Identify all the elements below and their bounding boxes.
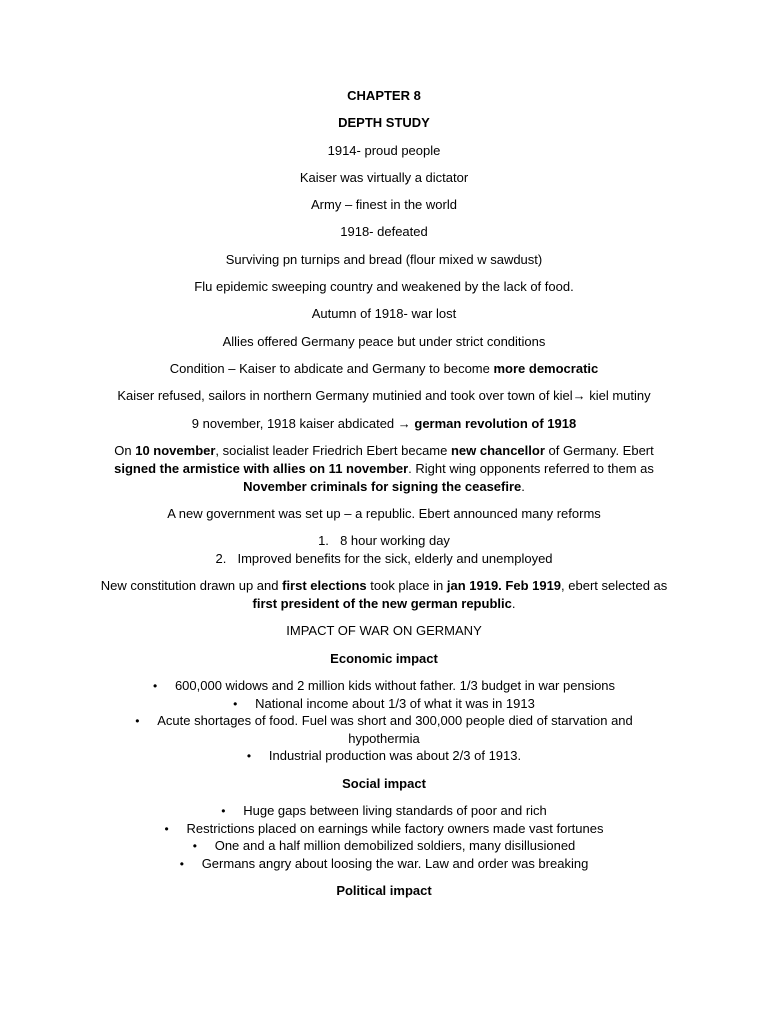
list-item-text: 600,000 widows and 2 million kids without father. 1/3 budget in war pensions <box>174 678 616 693</box>
constitution-text: New constitution drawn up and <box>100 578 283 593</box>
bullet-icon: • <box>192 839 197 853</box>
list-item <box>96 695 672 714</box>
bullet-icon: • <box>246 749 252 763</box>
text-line: Flu epidemic sweeping country and weakened by the lack of food. <box>194 279 574 294</box>
list-item-text: One and a half million demobilized soldiers, many disillusioned <box>214 838 576 853</box>
list-item-text: National income about 1/3 of what it was in 1913 <box>255 696 535 711</box>
economic-heading: Economic impact <box>330 651 438 666</box>
ebert-bold: November criminals for signing the ceasefire <box>243 479 522 494</box>
text-line: 1918- defeated <box>340 224 428 239</box>
constitution-text: , ebert selected as <box>561 578 668 593</box>
list-item <box>96 820 672 839</box>
list-item-text: Germans angry about loosing the war. Law and order was breaking <box>201 856 589 871</box>
constitution-bold: first president of the new german republic <box>252 596 512 611</box>
list-item-text: Restrictions placed on earnings while factory owners made vast fortunes <box>186 821 604 836</box>
constitution-paragraph <box>96 577 672 613</box>
constitution-bold: jan 1919. Feb 1919 <box>446 578 562 593</box>
ebert-text: of Germany. Ebert <box>544 443 654 458</box>
kiel-line <box>96 387 672 405</box>
constitution-text: took place in <box>366 578 447 593</box>
reform-text: 8 hour working day <box>340 533 450 548</box>
depth-study-heading: DEPTH STUDY <box>338 115 430 130</box>
text-line: Autumn of 1918- war lost <box>311 306 457 321</box>
political-heading: Political impact <box>336 883 432 898</box>
ebert-bold: signed the armistice with allies on 11 november <box>114 461 409 476</box>
arrow-icon: → <box>397 416 411 431</box>
ebert-text: . Right wing opponents referred to them as <box>408 461 654 476</box>
chapter-title: CHAPTER 8 <box>347 88 421 103</box>
text-line: Kaiser was virtually a dictator <box>299 170 469 185</box>
ebert-text: , socialist leader Friedrich Ebert became <box>215 443 451 458</box>
bullet-icon: • <box>164 822 169 836</box>
abdicated-line <box>96 415 672 433</box>
list-item-continuation: hypothermia <box>348 731 420 746</box>
list-item <box>96 677 672 696</box>
ebert-bold: 10 november <box>135 443 216 458</box>
reform-number: 2. <box>215 551 227 566</box>
bullet-icon: • <box>179 857 184 871</box>
list-item <box>96 855 672 874</box>
ebert-text: On <box>114 443 136 458</box>
condition-bold: more democratic <box>493 361 599 376</box>
social-heading: Social impact <box>342 776 426 791</box>
list-item <box>96 837 672 856</box>
reform-number: 1. <box>318 533 329 548</box>
bullet-icon: • <box>233 697 238 711</box>
reform-item <box>96 532 672 550</box>
text-line: 1914- proud people <box>327 143 441 158</box>
text-line: Army – finest in the world <box>311 197 457 212</box>
constitution-bold: first elections <box>282 578 367 593</box>
arrow-icon: → <box>572 388 586 403</box>
condition-text: Condition – Kaiser to abdicate and Germany to become <box>169 361 494 376</box>
list-item <box>96 747 672 766</box>
list-item-text: Huge gaps between living standards of poor and rich <box>243 803 547 818</box>
ebert-bold: new chancellor <box>450 443 545 458</box>
republic-line: A new government was set up – a republic. Ebert announced many reforms <box>167 506 601 521</box>
kiel-mutiny-text: kiel mutiny <box>585 388 651 403</box>
text-line: Surviving pn turnips and bread (flour mixed w sawdust) <box>225 252 543 267</box>
impact-heading: IMPACT OF WAR ON GERMANY <box>286 623 482 638</box>
list-item-text: Acute shortages of food. Fuel was short and 300,000 people died of starvation and <box>157 713 633 728</box>
ebert-paragraph <box>96 442 672 496</box>
list-item-text: Industrial production was about 2/3 of 1913. <box>268 748 522 763</box>
bullet-icon: • <box>152 679 158 693</box>
condition-line <box>96 360 672 378</box>
list-item <box>96 712 672 731</box>
abdicated-text: 9 november, 1918 kaiser abdicated <box>191 416 398 431</box>
reform-text: Improved benefits for the sick, elderly and unemployed <box>237 551 553 566</box>
text-line: Allies offered Germany peace but under strict conditions <box>222 334 546 349</box>
ebert-text: . <box>521 479 525 494</box>
constitution-text: . <box>511 596 516 611</box>
bullet-icon: • <box>135 714 140 728</box>
bullet-icon: • <box>221 804 226 818</box>
reform-item <box>96 550 672 568</box>
kiel-text: Kaiser refused, sailors in northern Germany mutinied and took over town of kiel <box>117 388 573 403</box>
revolution-bold: german revolution of 1918 <box>410 416 577 431</box>
list-item <box>96 802 672 821</box>
